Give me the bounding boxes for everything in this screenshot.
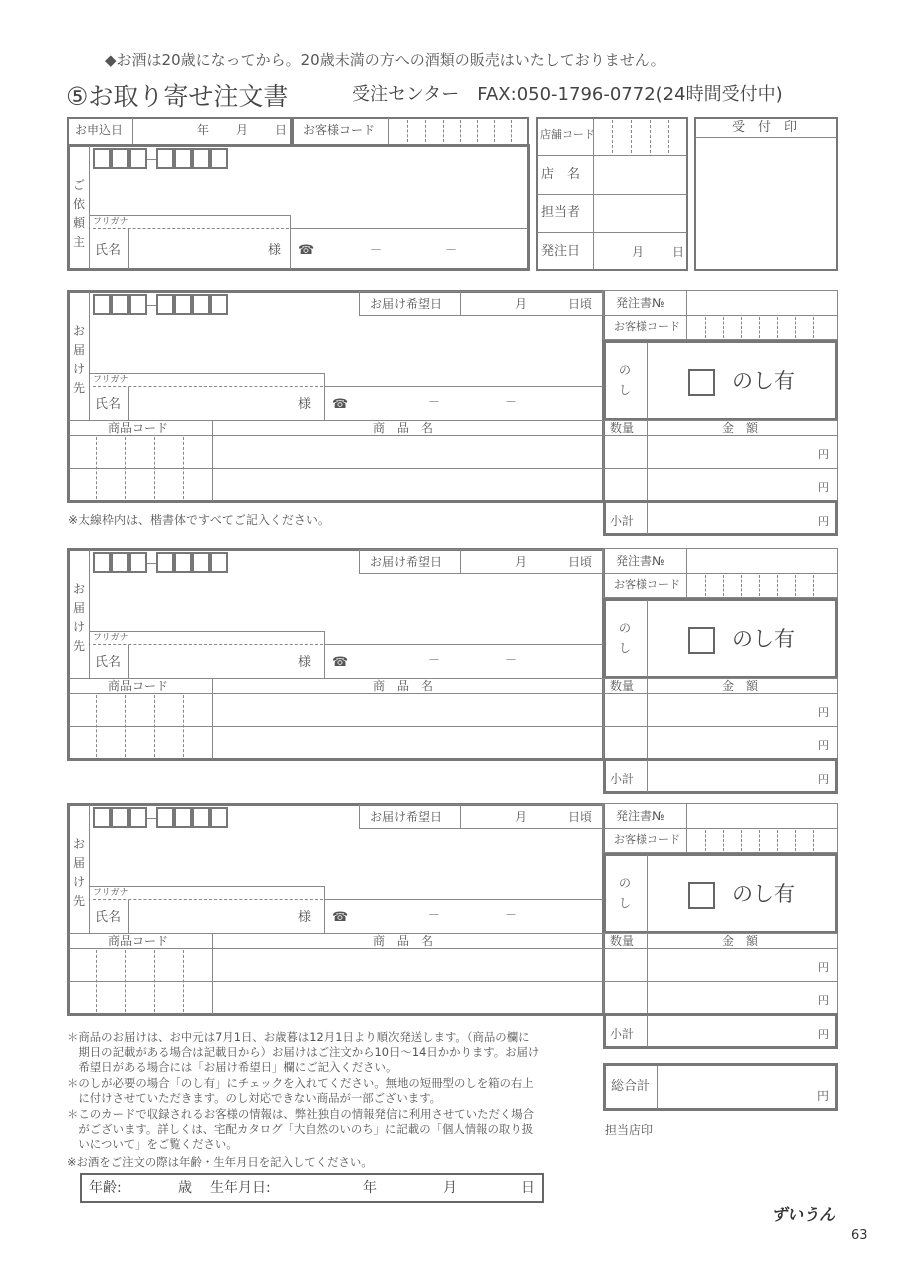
age-birthdate-box[interactable] (80, 1173, 544, 1203)
page-number: 63 (851, 1228, 868, 1243)
grand-total-field[interactable] (659, 1066, 835, 1108)
subtotal-field[interactable] (649, 1016, 836, 1046)
delivery-tel-dash-2: － (505, 395, 518, 409)
order-no-field[interactable] (688, 291, 836, 315)
client-name-label: 氏名 (95, 243, 122, 258)
delivery-side-label: お届け先 (72, 837, 85, 908)
noshi-side-label: のし (618, 363, 631, 397)
delivery-furigana-label: フリガナ (93, 888, 129, 898)
product-code-field[interactable] (70, 983, 210, 1013)
client-address-field[interactable] (91, 172, 527, 214)
delivery-sama: 様 (298, 397, 312, 412)
product-name-header: 商 品 名 (373, 934, 434, 948)
qty-field[interactable] (604, 470, 646, 500)
store-stamp-label: 担当店印 (605, 1123, 654, 1137)
order-no-field[interactable] (688, 804, 836, 828)
amount-field[interactable] (649, 437, 836, 467)
client-tel-icon: ☎ (298, 243, 315, 258)
noshi-checkbox[interactable] (688, 369, 715, 396)
reception-stamp-box[interactable] (694, 117, 838, 271)
noshi-label: のし有 (732, 369, 795, 393)
product-name-header: 商 品 名 (373, 421, 434, 435)
order-no-label: 発注書№ (616, 809, 665, 823)
product-name-field[interactable] (214, 437, 601, 467)
delivery-name-label: 氏名 (95, 655, 122, 670)
customer-code-field[interactable] (390, 118, 527, 144)
apply-date-label: お申込日 (75, 123, 124, 137)
note-line: ＊のしが必要の場合「のし有」にチェックを入れてください。無地の短冊型のしを箱の右上 (67, 1076, 534, 1090)
delivery-tel-icon: ☎ (332, 397, 349, 412)
delivery-name-field[interactable] (130, 900, 322, 932)
delivery-address-field[interactable] (91, 318, 599, 372)
apply-day-label: 日 (275, 123, 288, 137)
subtotal-yen: 円 (818, 773, 829, 786)
delivery-phone-field[interactable] (350, 388, 600, 419)
qty-header: 数量 (610, 679, 635, 693)
subtotal-label: 小計 (610, 1027, 635, 1041)
delivery-tel-dash-2: － (505, 653, 518, 667)
apply-year-label: 年 (197, 123, 210, 137)
noshi-label: のし有 (732, 882, 795, 906)
amount-field[interactable] (649, 728, 836, 758)
desired-month: 月 (515, 297, 528, 311)
product-code-header: 商品コード (108, 421, 169, 435)
desired-date-label: お届け希望日 (370, 810, 443, 824)
birth-label: 生年月日: (210, 1180, 271, 1196)
order-no-field[interactable] (688, 549, 836, 573)
noshi-checkbox[interactable] (688, 627, 715, 654)
amount-yen: 円 (818, 448, 829, 461)
grand-total-label: 総合計 (611, 1079, 651, 1094)
delivery-tel-icon: ☎ (332, 910, 349, 925)
kaisho-note: ※太線枠内は、楷書体ですべてご記入ください。 (68, 513, 330, 527)
subtotal-label: 小計 (610, 772, 635, 786)
desired-date-label: お届け希望日 (370, 555, 443, 569)
client-tel-dash-1: － (370, 243, 383, 257)
delivery-sama: 様 (298, 655, 312, 670)
subtotal-field[interactable] (649, 761, 836, 791)
birth-year: 年 (363, 1180, 377, 1196)
delivery-tel-dash-1: － (428, 653, 441, 667)
delivery-name-field[interactable] (130, 387, 322, 419)
qty-header: 数量 (610, 934, 635, 948)
product-code-header: 商品コード (108, 679, 169, 693)
qty-field[interactable] (604, 983, 646, 1013)
form-title: ⑤お取り寄せ注文書 (66, 82, 289, 111)
delivery-furigana-label: フリガナ (93, 375, 129, 385)
amount-header: 金 額 (722, 934, 759, 948)
amount-header: 金 額 (722, 679, 759, 693)
amount-yen: 円 (818, 961, 829, 974)
qty-field[interactable] (604, 437, 646, 467)
delivery-side-label: お届け先 (72, 582, 85, 653)
subtotal-label: 小計 (610, 514, 635, 528)
product-name-field[interactable] (214, 728, 601, 758)
amount-yen: 円 (818, 994, 829, 1007)
product-name-field[interactable] (214, 950, 601, 980)
delivery-tel-dash-2: － (505, 908, 518, 922)
product-code-field[interactable] (70, 437, 210, 467)
subtotal-field[interactable] (649, 503, 836, 533)
client-phone-field[interactable] (316, 230, 526, 268)
client-tel-dash-2: － (445, 243, 458, 257)
delivery-phone-field[interactable] (350, 646, 600, 677)
client-furigana-label: フリガナ (93, 217, 129, 227)
note-line: 期日の記載がある場合は記載日から）お届けはご注文から10日～14日かかります。お届け (67, 1045, 540, 1059)
order-day-label: 日 (672, 245, 685, 259)
desired-month: 月 (515, 810, 528, 824)
note-line: に付けさせていただきます。のし対応できない商品が一部ございます。 (67, 1091, 442, 1105)
note-line: いについて」をご覧ください。 (67, 1137, 238, 1151)
note-line: がございます。詳しくは、宅配カタログ「大自然のいのち」に記載の「個人情報の取り扱 (67, 1122, 534, 1136)
amount-field[interactable] (649, 695, 836, 725)
noshi-side-label: のし (618, 876, 631, 910)
age-restriction-notice: ◆お酒は20歳になってから。20歳未満の方への酒類の販売はいたしておりません。 (105, 51, 666, 69)
desired-day: 日頃 (568, 555, 593, 569)
product-name-field[interactable] (214, 470, 601, 500)
store-code-field[interactable] (595, 119, 686, 154)
noshi-label: のし有 (732, 627, 795, 651)
note-line: ＊このカードで収録されるお客様の情報は、弊社独自の情報発信に利用させていただく場合 (67, 1107, 535, 1121)
delivery-customer-code-label: お客様コード (614, 578, 680, 591)
delivery-sama: 様 (298, 910, 312, 925)
noshi-checkbox[interactable] (688, 882, 715, 909)
desired-month: 月 (515, 555, 528, 569)
amount-header: 金 額 (722, 421, 759, 435)
delivery-name-field[interactable] (130, 645, 322, 677)
product-name-field[interactable] (214, 695, 601, 725)
delivery-tel-dash-1: － (428, 908, 441, 922)
order-no-label: 発注書№ (616, 296, 665, 310)
birth-day: 日 (521, 1180, 535, 1196)
age-sai: 歳 (178, 1180, 192, 1196)
apply-month-label: 月 (236, 123, 249, 137)
store-name-label: 店 名 (541, 167, 581, 182)
customer-code-label: お客様コード (303, 123, 376, 137)
desired-day: 日頃 (568, 297, 593, 311)
grand-total-yen: 円 (817, 1089, 830, 1103)
qty-field[interactable] (604, 695, 646, 725)
delivery-customer-code-label: お客様コード (614, 833, 680, 846)
birth-month: 月 (443, 1180, 457, 1196)
noshi-side-label: のし (618, 621, 631, 655)
subtotal-yen: 円 (818, 1028, 829, 1041)
product-code-field[interactable] (70, 695, 210, 725)
product-name-header: 商 品 名 (373, 679, 434, 693)
delivery-tel-icon: ☎ (332, 655, 349, 670)
product-code-field[interactable] (70, 728, 210, 758)
delivery-address-field[interactable] (91, 576, 599, 630)
amount-yen: 円 (818, 481, 829, 494)
qty-field[interactable] (604, 728, 646, 758)
amount-yen: 円 (818, 706, 829, 719)
store-person-label: 担当者 (541, 205, 581, 220)
delivery-tel-dash-1: － (428, 395, 441, 409)
delivery-phone-field[interactable] (350, 901, 600, 932)
amount-field[interactable] (649, 470, 836, 500)
product-name-field[interactable] (214, 983, 601, 1013)
delivery-side-label: お届け先 (72, 324, 85, 395)
delivery-address-field[interactable] (91, 831, 599, 885)
amount-field[interactable] (649, 983, 836, 1013)
delivery-customer-code-label: お客様コード (614, 320, 680, 333)
age-label: 年齢: (89, 1180, 122, 1196)
note-line: 希望日がある場合には「お届け希望日」欄にご記入ください。 (67, 1060, 398, 1074)
delivery-name-label: 氏名 (95, 397, 122, 412)
delivery-name-label: 氏名 (95, 910, 122, 925)
subtotal-yen: 円 (818, 515, 829, 528)
reception-stamp-label: 受 付 印 (732, 120, 798, 135)
client-name-field[interactable] (130, 229, 288, 268)
product-code-field[interactable] (70, 470, 210, 500)
store-code-label: 店舗コード (540, 128, 595, 141)
fax-center: 受注センター FAX:050-1796-0772(24時間受付中) (352, 84, 783, 105)
product-code-header: 商品コード (108, 934, 169, 948)
client-sama: 様 (268, 243, 282, 258)
brand-logo: ずいうん (771, 1205, 836, 1224)
qty-header: 数量 (610, 421, 635, 435)
note-line: ＊商品のお届けは、お中元は7月1日、お歳暮は12月1日より順次発送します。（商品の欄に (67, 1030, 530, 1044)
order-month-label: 月 (632, 245, 645, 259)
qty-field[interactable] (604, 950, 646, 980)
delivery-furigana-label: フリガナ (93, 633, 129, 643)
client-side-label: ご依頼主 (72, 178, 85, 249)
desired-date-label: お届け希望日 (370, 297, 443, 311)
amount-field[interactable] (649, 950, 836, 980)
store-person-field[interactable] (595, 196, 686, 231)
desired-day: 日頃 (568, 810, 593, 824)
amount-yen: 円 (818, 739, 829, 752)
age-note: ※お酒をご注文の際は年齢・生年月日を記入してください。 (67, 1155, 373, 1169)
order-no-label: 発注書№ (616, 554, 665, 568)
apply-date-field[interactable] (134, 118, 290, 144)
store-name-field[interactable] (595, 157, 686, 193)
product-code-field[interactable] (70, 950, 210, 980)
order-date-label: 発注日 (541, 244, 581, 259)
